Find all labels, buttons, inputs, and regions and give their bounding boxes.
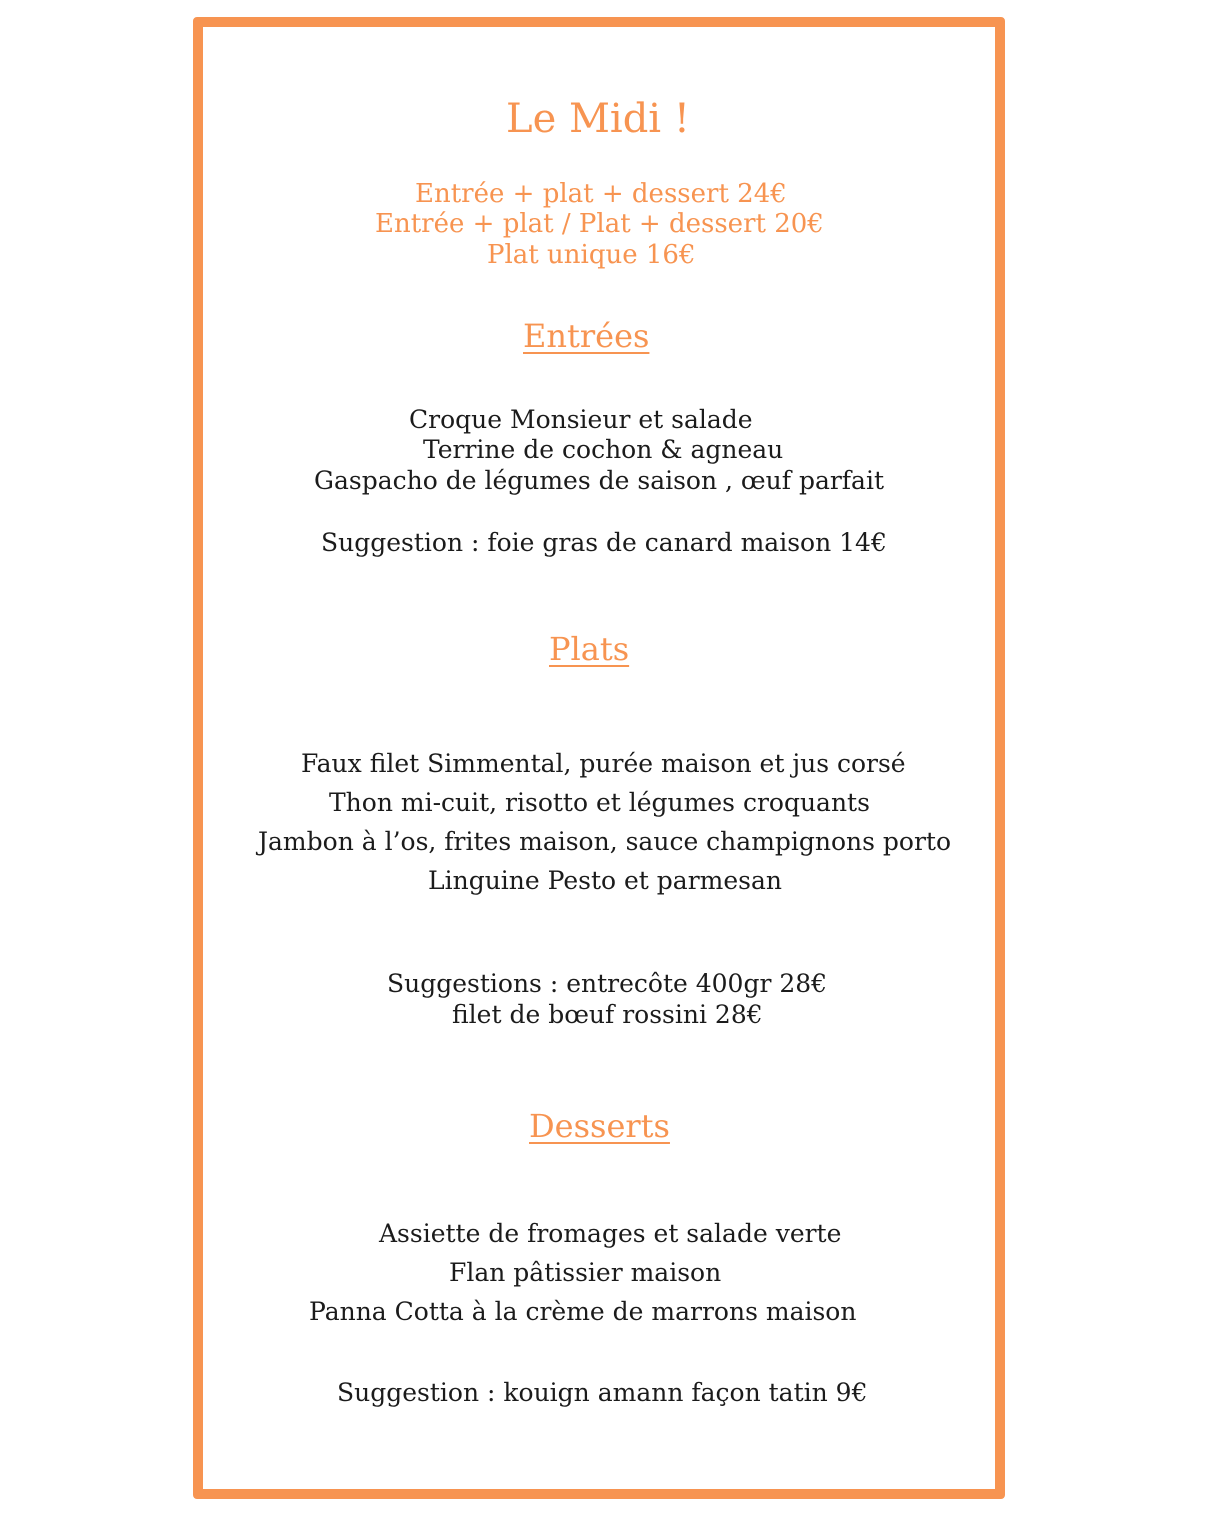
entree-item: Gaspacho de légumes de saison , œuf parfait: [314, 466, 885, 495]
dessert-suggestion: Suggestion : kouign amann façon tatin 9€: [337, 1378, 868, 1407]
section-heading-entrees: Entrées: [523, 317, 650, 355]
price-formula-two-course: Entrée + plat / Plat + dessert 20€: [375, 209, 824, 239]
plat-item: Thon mi-cuit, risotto et légumes croquants: [329, 788, 870, 817]
menu-title: Le Midi !: [506, 96, 690, 142]
dessert-item: Flan pâtissier maison: [449, 1258, 722, 1287]
entree-item: Croque Monsieur et salade: [409, 405, 753, 434]
plat-item: Faux filet Simmental, purée maison et jus corsé: [301, 749, 906, 778]
price-formula-single: Plat unique 16€: [487, 240, 696, 270]
plat-suggestion: Suggestions : entrecôte 400gr 28€: [387, 969, 828, 998]
plat-item: Jambon à l’os, frites maison, sauce champignons porto: [258, 827, 952, 856]
section-heading-plats: Plats: [549, 630, 630, 668]
section-heading-desserts: Desserts: [529, 1107, 670, 1145]
entree-item: Terrine de cochon & agneau: [423, 435, 784, 464]
price-formula-full: Entrée + plat + dessert 24€: [415, 179, 787, 209]
dessert-item: Assiette de fromages et salade verte: [379, 1219, 842, 1248]
entree-suggestion: Suggestion : foie gras de canard maison 14€: [321, 528, 887, 557]
plat-suggestion: filet de bœuf rossini 28€: [452, 1000, 763, 1029]
dessert-item: Panna Cotta à la crème de marrons maison: [309, 1297, 857, 1326]
plat-item: Linguine Pesto et parmesan: [428, 866, 782, 895]
